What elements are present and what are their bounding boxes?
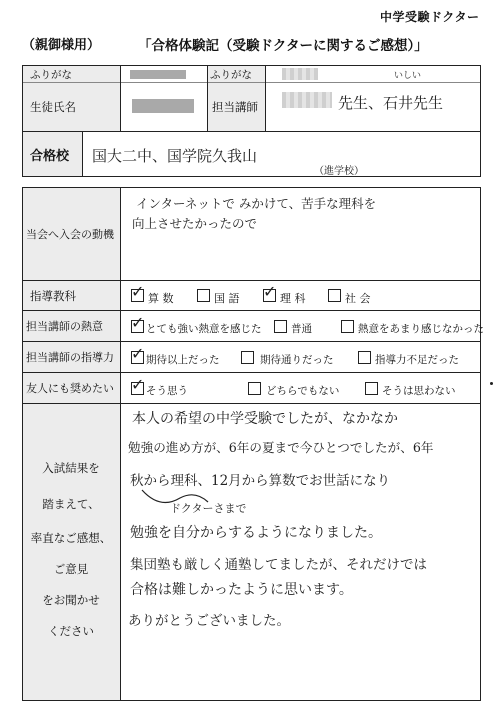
school-suffix: （進学校） [314,166,364,177]
margin-dot [490,382,493,385]
subject-social-label: 社 会 [345,292,371,305]
check-mark-icon: ✓ [131,344,145,363]
audience-label: （親御様用） [22,38,101,53]
school-value: 国大二中、国学院久我山 [92,147,258,165]
recommend-yes-label: そう思う [146,385,188,397]
furigana-label-teacher: ふりがな [210,68,252,81]
teacher-name-value: 先生、石井先生 [338,94,444,112]
motive-answer-line1: インターネットで みかけて、苦手な理科を [136,196,377,211]
subject-japanese-label: 国 語 [214,292,240,305]
comment-label-line: 入試結果を [42,461,100,475]
teacher-furigana: いしい [394,71,422,81]
enthusiasm-checkbox-normal[interactable] [274,320,287,333]
brand-name: 中学受験ドクター [380,10,480,24]
recommend-neutral-label: どちらでもない [266,385,340,397]
enthusiasm-checkbox-weak[interactable] [341,320,354,333]
check-mark-icon: ✓ [263,282,277,301]
check-mark-icon: ✓ [131,375,145,394]
recommend-label: 友人にも奨めたい [26,382,114,395]
ability-expected-label: 期待通りだった [260,354,334,366]
comment-line-5: 集団塾も厳しく通塾してましたが、それだけでは [130,557,427,573]
recommend-no-label: そうは思わない [382,385,456,397]
comment-label-line: をお聞かせ [42,593,100,607]
recommend-checkbox-no[interactable] [365,382,378,395]
subject-checkbox-social[interactable] [328,289,341,302]
check-mark-icon: ✓ [131,282,145,301]
ability-below-label: 指導力不足だった [375,354,459,366]
comment-label-line: ください [48,624,94,638]
furigana-label-student: ふりがな [30,68,72,81]
enthusiasm-normal-label: 普通 [291,323,312,335]
redacted-student-name [132,99,194,113]
comment-label-line: ご意見 [53,562,89,576]
subject-math-label: 算 数 [148,292,174,305]
redacted-furigana-teacher [282,68,318,80]
subject-checkbox-japanese[interactable] [197,289,210,302]
redacted-furigana-student [130,70,186,79]
subject-science-label: 理 科 [280,292,306,305]
comment-line-3: 秋から理科、12月から算数でお世話になり [130,473,391,489]
comment-line-6: 合格は難しかったように思います。 [130,582,353,598]
ability-checkbox-below[interactable] [358,351,371,364]
redacted-teacher-name [282,92,332,108]
ability-above-label: 期待以上だった [146,354,220,366]
motive-label: 当会へ入会の動機 [26,228,114,241]
comment-line-4: 勉強を自分からするようになりました。 [130,525,382,541]
check-mark-icon: ✓ [131,313,145,332]
enthusiasm-label: 担当講師の熱意 [26,320,103,333]
teacher-label: 担当講師 [212,100,258,114]
recommend-checkbox-neutral[interactable] [248,382,261,395]
motive-answer-line2: 向上させたかったので [132,216,258,231]
ability-checkbox-expected[interactable] [241,351,254,364]
enthusiasm-weak-label: 熱意をあまり感じなかった [358,323,484,335]
comment-line-1: 本人の希望の中学受験でしたが、なかなか [132,411,398,427]
comment-label-line: 率直なご感想、 [30,531,112,545]
comment-line-7: ありがとうございました。 [128,613,290,629]
insertion-caret [140,488,210,506]
student-name-label: 生徒氏名 [30,100,76,114]
school-label: 合格校 [30,148,70,164]
ability-label: 担当講師の指導力 [26,351,114,364]
enthusiasm-strong-label: とても強い熱意を感じた [146,323,262,335]
comment-line-3-insert: ドクターさまで [170,502,247,515]
comment-label-line: 踏まえて、 [42,497,100,511]
document-title: 「合格体験記（受験ドクターに関するご感想）」 [138,38,428,54]
subjects-label: 指導教科 [30,288,76,303]
comment-line-2: 勉強の進め方が、6年の夏まで今ひとつでしたが、6年 [128,440,434,455]
